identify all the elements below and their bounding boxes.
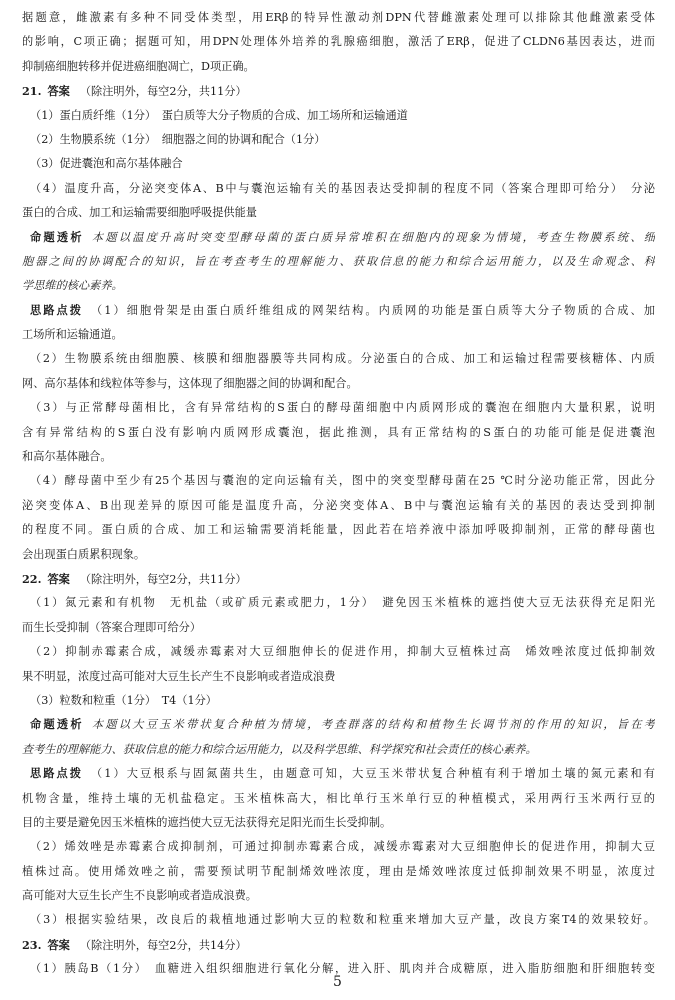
- answer-label: 答案: [47, 84, 70, 99]
- question-22-header: [22, 567, 655, 591]
- answer-line: （3）粒数和粒重（1分） T4（1分）: [30, 693, 217, 707]
- analysis-label: 命题透析: [30, 230, 84, 244]
- tips-line: 目的主要是避免因玉米植株的遮挡使大豆无法获得充足阳光而生长受抑制。: [22, 815, 392, 829]
- answer-line: （4）温度升高，分泌突变体A、B中与囊泡运输有关的基因表达受抑制的程度不同（答案合理即可给分） 分泌: [30, 181, 655, 195]
- score-note: （除注明外，每空2分，共14分）: [79, 938, 247, 952]
- question-21-header: [22, 79, 655, 103]
- answer-label: 答案: [47, 571, 70, 586]
- answer-line: 果不明显，浓度过高可能对大豆生长产生不良影响或者造成浪费: [22, 669, 336, 683]
- question-23-header: [22, 933, 655, 957]
- answer-line: （2）生物膜系统（1分） 细胞器之间的协调和配合（1分）: [30, 132, 326, 146]
- answer-line: （1）胰岛B（1分） 血糖进入组织细胞进行氧化分解，进入肝、肌肉并合成糖原，进入脂肪细胞和肝细胞转变: [30, 962, 655, 976]
- answer-line: （3）促进囊泡和高尔基体融合: [30, 157, 183, 171]
- score-note: （除注明外，每空2分，共11分）: [79, 572, 247, 586]
- tips-line: [22, 299, 655, 323]
- tips-line: [22, 762, 655, 786]
- tips-line: 植株过高。使用烯效唑之前，需要预试明节配制烯效唑浓度，理由是烯效唑浓度过低抑制效果不明显，浓度过: [22, 864, 655, 878]
- intro-line: 据题意，雌激素有多种不同受体类型，用ERβ的特异性激动剂DPN代替雌激素处理可以排除其他雌激素受体: [22, 11, 655, 24]
- intro-line: 抑制癌细胞转移并促进癌细胞凋亡，D项正确。: [22, 59, 255, 73]
- tips-line: （3）根据实验结果，改良后的栽植地通过影响大豆的粒数和粒重来增加大豆产量，改良方案T4的效果较好。: [30, 913, 655, 927]
- page-number: 5: [333, 974, 342, 990]
- analysis-text: 本题以温度升高时突变型酵母菌的蛋白质异常堆积在细胞内的现象为情境，考查生物膜系统、细: [91, 230, 655, 244]
- tips-text: （1）大豆根系与固氮菌共生，由题意可知，大豆玉米带状复合种植有利于增加土壤的氮元素和有: [91, 767, 655, 781]
- tips-line: 机物含量，维持土壤的无机盐稳定。玉米植株高大，相比单行玉米单行豆的种植模式，采用两行玉米两行豆的: [22, 791, 655, 805]
- tips-line: （3）与正常酵母菌相比，含有异常结构的S蛋白的酵母菌细胞中内质网形成的囊泡在细胞内大量积累，说明: [30, 401, 655, 415]
- answer-line: 而生长受抑制（答案合理即可给分）: [22, 620, 202, 634]
- tips-line: 泌突变体A、B出现差异的原因可能是温度升高，分泌突变体A、B中与囊泡运输有关的基因的表达受到抑制: [22, 498, 655, 512]
- tips-line: （2）生物膜系统由细胞膜、核膜和细胞器膜等共同构成。分泌蛋白的合成、加工和运输过程需要核糖体、内质: [30, 352, 655, 366]
- question-number: 21.: [22, 84, 42, 99]
- tips-line: 高可能对大豆生长产生不良影响或者造成浪费。: [22, 889, 257, 903]
- tips-line: 和高尔基体融合。: [22, 450, 112, 464]
- score-note: （除注明外，每空2分，共11分）: [79, 85, 247, 99]
- question-number: 22.: [22, 571, 42, 586]
- answer-line: （2）抑制赤霉素合成，减缓赤霉素对大豆细胞伸长的促进作用，抑制大豆植株过高 烯效唑浓度过低抑制效: [30, 645, 655, 659]
- tips-line: 含有异常结构的S蛋白没有影响内质网形成囊泡，据此推测，具有正常结构的S蛋白的功能可能是促进囊泡: [22, 425, 655, 439]
- analysis-label: 命题透析: [30, 718, 84, 732]
- tips-line: （2）烯效唑是赤霉素合成抑制剂，可通过抑制赤霉素合成，减缓赤霉素对大豆细胞伸长的促进作用，抑制大豆: [30, 840, 655, 854]
- tips-line: 的程度不同。蛋白质的合成、加工和运输需要消耗能量，因此若在培养液中添加呼吸抑制剂，正常的酵母菌也: [22, 523, 655, 537]
- tips-label: 思路点拨: [30, 767, 84, 781]
- tips-line: 会出现蛋白质累积现象。: [22, 547, 146, 561]
- tips-line: 工场所和运输通道。: [22, 328, 123, 342]
- analysis-line: 胞器之间的协调配合的知识，旨在考查考生的理解能力、获取信息的能力和综合运用能力，以及生命观念、科: [22, 254, 655, 268]
- analysis-line: [22, 226, 655, 250]
- analysis-line: 学思维的核心素养。: [22, 279, 123, 293]
- answer-line: 蛋白的合成、加工和运输需要细胞呼吸提供能量: [22, 206, 257, 220]
- intro-line: 的影响，C项正确；据题可知，用DPN处理体外培养的乳腺癌细胞，激活了ERβ，促进了CLDN6基因表达，进而: [22, 35, 655, 49]
- answer-line: （1）蛋白质纤维（1分） 蛋白质等大分子物质的合成、加工场所和运输通道: [30, 108, 408, 122]
- analysis-text: 本题以大豆玉米带状复合种植为情境，考查群落的结构和植物生长调节剂的作用的知识，旨在考: [91, 718, 655, 732]
- tips-line: 网、高尔基体和线粒体等参与，这体现了细胞器之间的协调和配合。: [22, 376, 358, 390]
- question-number: 23.: [22, 937, 42, 952]
- answer-line: （1）氮元素和有机物 无机盐（或矿质元素或肥力，1分） 避免因玉米植株的遮挡使大豆无法获得充足阳光: [30, 596, 655, 610]
- answer-page: [22, 6, 655, 982]
- answer-label: 答案: [47, 937, 70, 952]
- analysis-line: 查考生的理解能力、获取信息的能力和综合运用能力，以及科学思维、科学探究和社会责任的核心素养。: [22, 742, 537, 756]
- tips-label: 思路点拨: [30, 303, 84, 317]
- analysis-line: [22, 713, 655, 737]
- tips-line: （4）酵母菌中至少有25个基因与囊泡的定向运输有关，图中的突变型酵母菌在25 ℃时分泌功能正常，因此分: [30, 474, 655, 488]
- tips-text: （1）细胞骨架是由蛋白质纤维组成的网架结构。内质网的功能是蛋白质等大分子物质的合成、加: [91, 303, 655, 317]
